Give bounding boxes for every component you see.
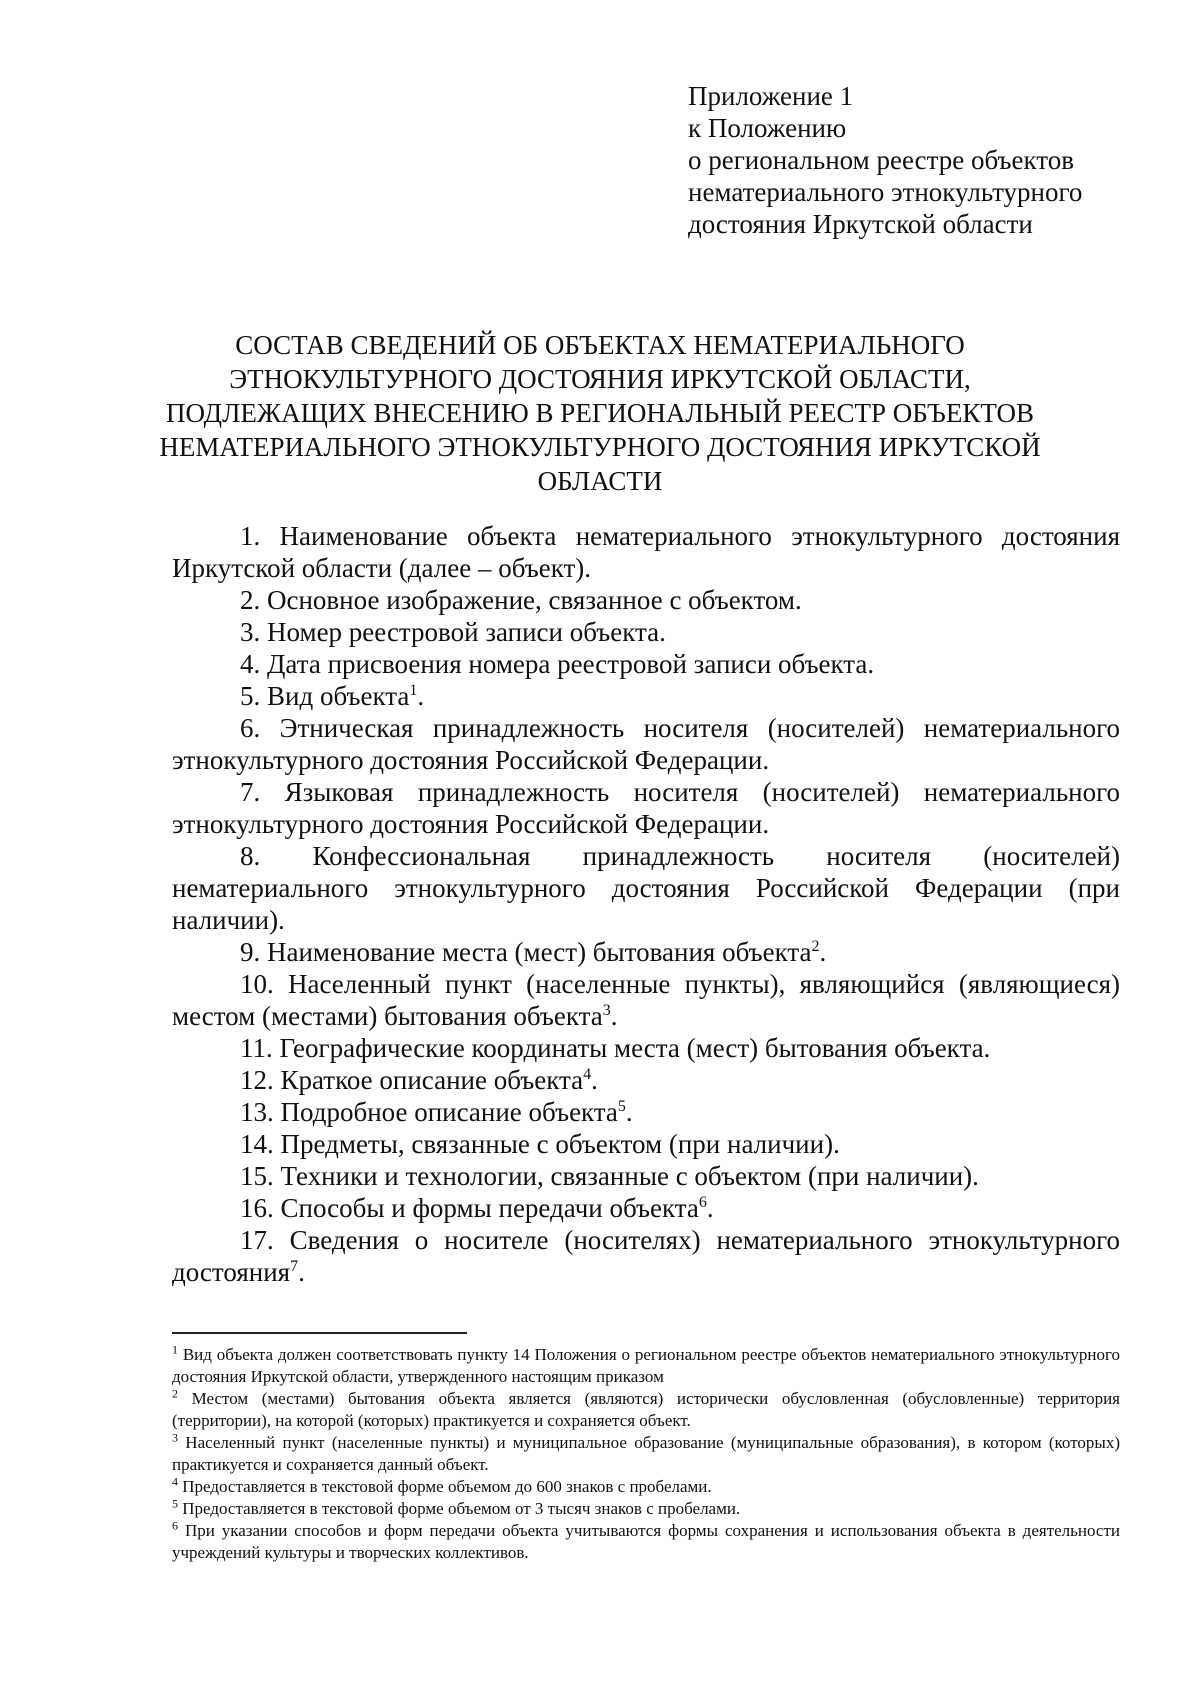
item-period: .	[417, 681, 425, 711]
list-item	[172, 680, 1120, 712]
footnote	[172, 1432, 1120, 1476]
footnote-number: 5	[172, 1496, 178, 1511]
list-item: 2. Основное изображение, связанное с объектом.	[240, 585, 802, 615]
footnote-ref: 3	[602, 1002, 611, 1019]
footnote-ref: 5	[617, 1098, 626, 1115]
item-text: 10. Населенный пункт (населенные пункты), являющийся (являющиеся) местом (местами) бытования объекта	[172, 969, 1120, 1031]
list-item	[172, 1224, 1120, 1288]
appendix-line: о региональном реестре объектов	[688, 145, 1074, 175]
footnote-ref: 7	[290, 1258, 299, 1275]
list-item	[172, 1096, 1120, 1128]
list-item: 4. Дата присвоения номера реестровой записи объекта.	[240, 649, 875, 679]
list-item	[172, 1192, 1120, 1224]
item-text: 9. Наименование места (мест) бытования объекта	[240, 937, 812, 967]
appendix-line: достояния Иркутской области	[688, 209, 1033, 239]
footnote-number: 4	[172, 1474, 178, 1489]
item-period: .	[610, 1001, 618, 1031]
item-text: 16. Способы и формы передачи объекта	[240, 1193, 699, 1223]
footnote-ref: 4	[583, 1066, 592, 1083]
appendix-line: Приложение 1	[688, 81, 854, 111]
title-line: ОБЛАСТИ	[537, 466, 663, 496]
item-period: .	[706, 1193, 714, 1223]
list-item	[172, 968, 1120, 1032]
appendix-line: к Положению	[688, 113, 847, 143]
list-item: 3. Номер реестровой записи объекта.	[240, 617, 666, 647]
footnote-number: 3	[172, 1430, 178, 1445]
title-line: ЭТНОКУЛЬТУРНОГО ДОСТОЯНИЯ ИРКУТСКОЙ ОБЛАСТИ,	[229, 364, 971, 394]
footnote	[172, 1476, 1120, 1498]
list-item: 11. Географические координаты места (мест) бытования объекта.	[240, 1033, 991, 1063]
title-line: СОСТАВ СВЕДЕНИЙ ОБ ОБЪЕКТАХ НЕМАТЕРИАЛЬНОГО	[235, 330, 965, 360]
list-item	[172, 936, 1120, 968]
list-item: 7. Языковая принадлежность носителя (носителей) нематериального этнокультурного достояния Российской Федерации.	[172, 777, 1120, 839]
list-item: 6. Этническая принадлежность носителя (носителей) нематериального этнокультурного достояния Российской Федерации.	[172, 713, 1120, 775]
item-period: .	[625, 1097, 633, 1127]
footnote-number: 6	[172, 1518, 178, 1533]
items-list	[172, 520, 1120, 1288]
item-text: 17. Сведения о носителе (носителях) нематериального этнокультурного достояния	[172, 1225, 1120, 1287]
title-line: НЕМАТЕРИАЛЬНОГО ЭТНОКУЛЬТУРНОГО ДОСТОЯНИЯ ИРКУТСКОЙ	[159, 432, 1041, 462]
footnote	[172, 1520, 1120, 1564]
item-text: 13. Подробное описание объекта	[240, 1097, 618, 1127]
item-period: .	[591, 1065, 598, 1095]
appendix-line: нематериального этнокультурного	[688, 177, 1083, 207]
item-text: 5. Вид объекта	[240, 681, 410, 711]
document-title	[150, 328, 1050, 498]
footnote-text: При указании способов и форм передачи объекта учитываются формы сохранения и использования объекта в деятельности учреждений культуры и творческих коллективов.	[172, 1521, 1120, 1562]
list-item	[172, 1064, 1120, 1096]
footnote-number: 2	[172, 1386, 178, 1401]
footnote-number: 1	[172, 1342, 178, 1357]
item-period: .	[819, 937, 827, 967]
footnote-text: Населенный пункт (населенные пункты) и муниципальное образование (муниципальные образования), в котором (которых) практикуется и сохраняется данный объект.	[172, 1433, 1120, 1474]
footnotes-block	[172, 1344, 1120, 1564]
footnote	[172, 1498, 1120, 1520]
footnote-ref: 6	[698, 1194, 707, 1211]
footnote-text: Вид объекта должен соответствовать пункту 14 Положения о региональном реестре объектов нематериального этнокультурного достояния Иркутской области, утвержденного настоящим приказом	[172, 1345, 1120, 1386]
footnote-text: Местом (местами) бытования объекта является (являются) исторически обусловленная (обусловленные) территория (территории), на которой (которых) практикуется и сохраняется объект.	[172, 1389, 1120, 1430]
footnote-text: Предоставляется в текстовой форме объемом от 3 тысяч знаков с пробелами.	[178, 1499, 741, 1518]
footnote-ref: 2	[811, 938, 820, 955]
title-line: ПОДЛЕЖАЩИХ ВНЕСЕНИЮ В РЕГИОНАЛЬНЫЙ РЕЕСТР ОБЪЕКТОВ	[166, 398, 1034, 428]
item-period: .	[298, 1257, 305, 1287]
item-text: 12. Краткое описание объекта	[240, 1065, 584, 1095]
list-item: 1. Наименование объекта нематериального этнокультурного достояния Иркутской области (далее – объект).	[172, 521, 1120, 583]
list-item: 8. Конфессиональная принадлежность носителя (носителей) нематериального этнокультурного достояния Российской Федерации (при наличии).	[172, 841, 1120, 935]
footnote-text: Предоставляется в текстовой форме объемом до 600 знаков с пробелами.	[178, 1477, 712, 1496]
appendix-block	[688, 80, 1082, 240]
list-item: 14. Предметы, связанные с объектом (при наличии).	[240, 1129, 840, 1159]
footnote-divider	[172, 1332, 467, 1334]
footnote-ref: 1	[409, 682, 418, 699]
footnote	[172, 1388, 1120, 1432]
list-item: 15. Техники и технологии, связанные с объектом (при наличии).	[240, 1161, 979, 1191]
footnote	[172, 1344, 1120, 1388]
